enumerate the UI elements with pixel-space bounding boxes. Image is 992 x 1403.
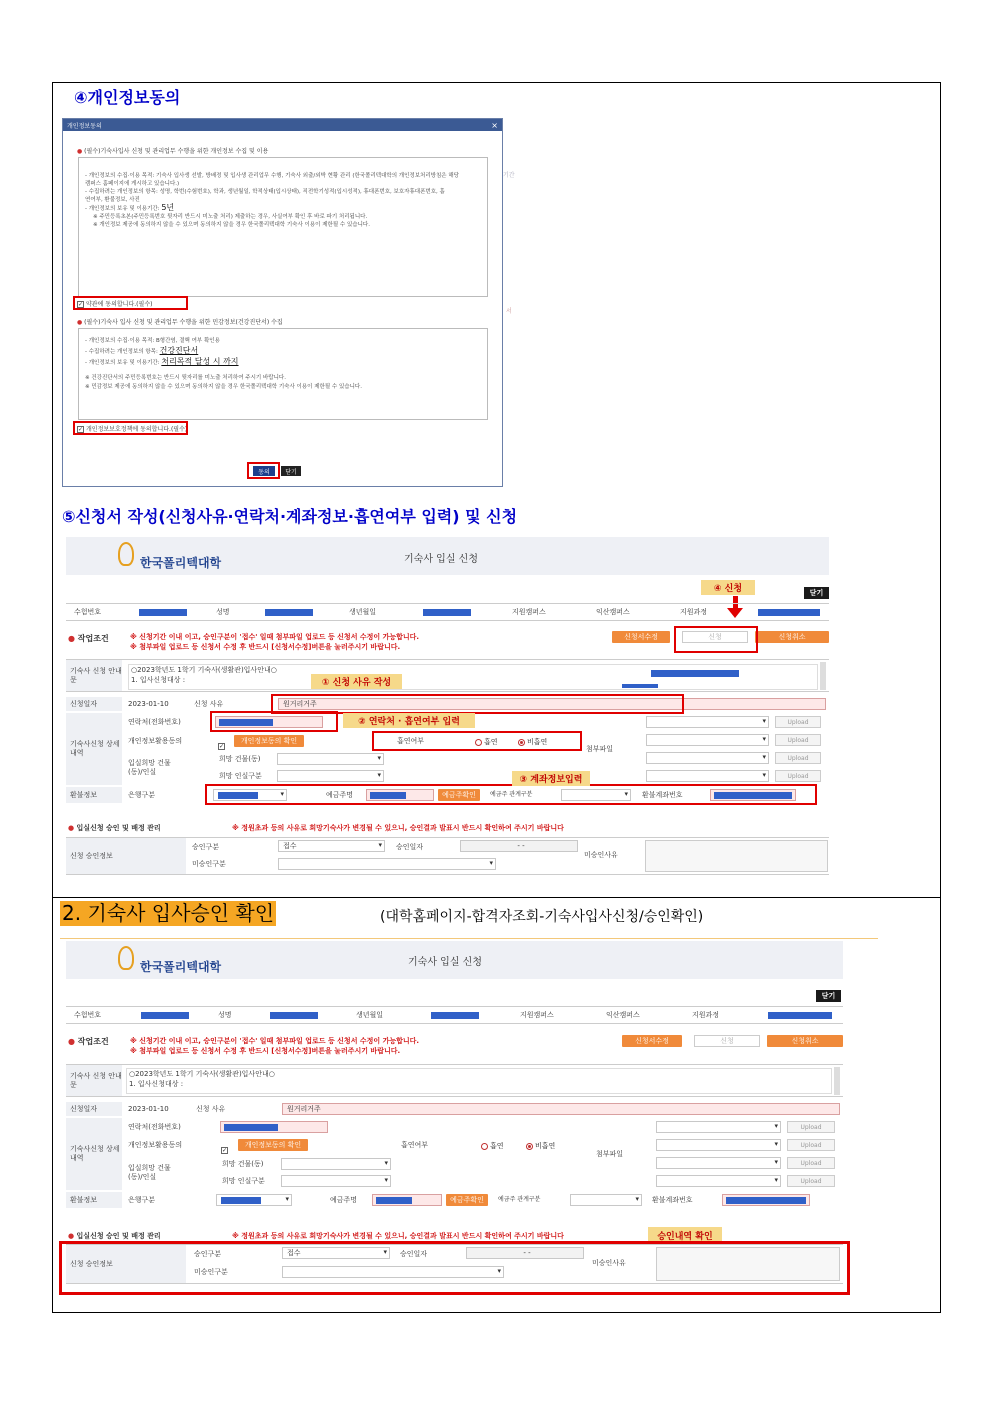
upload-button[interactable]: Upload — [787, 1121, 835, 1133]
redacted — [141, 1012, 189, 1019]
wish-bldg-label: 희망 건물(동) — [222, 1160, 264, 1168]
agree1-checkbox[interactable]: ✓ 약관에 동의합니다.(필수) — [78, 301, 153, 308]
wish-label: 입실희망 건물(동)/인실 — [128, 759, 171, 776]
holder-confirm-button[interactable]: 예금주확인 — [446, 1194, 488, 1206]
wish-bldg-select[interactable] — [281, 1158, 391, 1170]
info-label: 수험번호 — [74, 1011, 102, 1019]
approval-notice: ※ 정원초과 등의 사유로 희망기숙사가 변경될 수 있으니, 승인결과 발표시 반드시 확인하여 주시기 바랍니다 — [232, 1232, 564, 1240]
wish-room-label: 희망 인실구분 — [222, 1177, 265, 1185]
smoke-yes-radio[interactable]: 흡연 — [475, 737, 498, 747]
dialog-section2-title: ● (필수)기숙사 입사 신청 및 관리업무 수행을 위한 민감정보(건강진단서) 수집 — [77, 319, 283, 326]
reason-input[interactable]: 원거리거주 — [282, 1103, 840, 1115]
contact-label: 연락처(전화번호) — [128, 1123, 181, 1131]
dialog-agree-button[interactable]: 동의 — [253, 466, 275, 476]
section4-title: ④개인정보동의 — [74, 88, 181, 107]
form1-close-button[interactable]: 닫기 — [804, 587, 829, 599]
notice-line: ※ 첨부파일 업로드 등 신청서 수정 후 반드시 [신청서수정]버튼을 눌러주시기 바랍니다. — [130, 1047, 401, 1055]
highlight-approval — [59, 1241, 850, 1295]
notice-line: ※ 신청기간 이내 이고, 승인구분이 '접수' 일때 첨부파일 업로드 등 신청서 수정이 가능합니다. — [130, 633, 420, 641]
approval-date-label: 승인일자 — [396, 843, 424, 851]
attach-label: 첨부파일 — [586, 745, 614, 753]
approval-label: 신청 승인정보 — [66, 838, 186, 874]
wish-bldg-label: 희망 건물(동) — [219, 755, 261, 763]
redacted — [270, 1012, 318, 1019]
dialog-titlebar — [63, 119, 502, 131]
relation-select[interactable] — [570, 1194, 642, 1206]
relation-label: 예금주 관계구분 — [490, 791, 533, 798]
checkbox-icon: ✓ — [78, 301, 84, 308]
relation-label: 예금주 관계구분 — [498, 1196, 541, 1203]
privacy-label: 개인정보활용동의 — [128, 1141, 183, 1149]
edit-application-button[interactable]: 신청서수정 — [622, 1035, 682, 1047]
dialog-section1-title: ● (필수)기숙사입사 신청 및 관리업무 수행을 위한 개인정보 수집 및 이용 — [77, 148, 269, 155]
checkbox-icon: ✓ — [219, 743, 225, 750]
guide-label: 기숙사 신청 안내문 — [66, 660, 122, 691]
smoke-yes-radio[interactable]: 흡연 — [481, 1141, 504, 1151]
dialog-title: 개인정보동의 — [67, 122, 102, 130]
s1-note: ※ 주민등록초본(주민등록번호 뒷자리 반드시 미노출 처리) 제출하는 경우, 사실여부 확인 후 바로 파기 처리됩니다. — [93, 214, 368, 220]
callout-apply: ④ 신청 — [701, 580, 755, 595]
checkbox-icon: ✓ — [78, 426, 84, 433]
wish-room-label: 희망 인실구분 — [219, 772, 262, 780]
approval-title: ● 입실신청 승인 및 배정 관리 — [68, 824, 161, 832]
wish-bldg-select[interactable] — [277, 753, 384, 765]
smoke-label: 흡연여부 — [401, 1141, 429, 1149]
s1-note: ※ 개인정보 제공에 동의하지 않을 수 있으며 동의하지 않을 경우 한국폴리텍대학 기숙사 이용이 제한될 수 있습니다. — [93, 222, 370, 228]
attach-select[interactable] — [646, 716, 769, 728]
approval-date-value: - - — [466, 1247, 584, 1259]
approval-title: ● 입실신청 승인 및 배정 관리 — [68, 1232, 161, 1240]
attach-select[interactable] — [656, 1121, 781, 1133]
highlight-agree2 — [73, 421, 188, 435]
section2-path: (대학홈페이지-합격자조회-기숙사입사신청/승인확인) — [380, 909, 704, 925]
dialog-section2-box — [78, 328, 488, 420]
redacted — [265, 609, 313, 616]
unapproved-reason-label: 미승인사유 — [584, 851, 618, 859]
privacy-label: 개인정보활용동의 — [128, 737, 183, 745]
dialog-side-text: 서 — [506, 308, 512, 315]
redacted — [224, 1124, 278, 1131]
s1-line: 연여부, 환불정보, 사진 — [85, 197, 140, 203]
logo-text: 한국폴리텍대학 — [140, 960, 222, 974]
logo-text: 한국폴리텍대학 — [140, 556, 222, 570]
contact-label: 연락처(전화번호) — [128, 718, 181, 726]
info-label: 생년월일 — [349, 608, 377, 616]
form2-close-button[interactable]: 닫기 — [816, 990, 841, 1002]
cancel-application-button[interactable]: 신청취소 — [755, 631, 829, 643]
attach-label: 첨부파일 — [596, 1150, 624, 1158]
refund-label: 환불정보 — [66, 1192, 122, 1208]
s1-line: - 개인정보의 수집·이용 목적: 기숙사 입사생 선발, 방배정 및 입사생 관리업무 수행, 기숙사 외출/외박 현황 관리 (한국폴리텍대학의 개인정보처리방침은 해당 — [85, 173, 459, 179]
info-label: 성명 — [216, 608, 230, 616]
approval-type-label: 승인구분 — [192, 843, 220, 851]
wish-room-select[interactable] — [277, 770, 384, 782]
redacted — [423, 609, 471, 616]
upload-button[interactable]: Upload — [775, 734, 821, 746]
attach-select[interactable] — [646, 734, 769, 746]
s1-period: - 개인정보의 보유 및 이용기간: 5년 — [85, 203, 175, 212]
upload-button[interactable]: Upload — [775, 716, 821, 728]
info-label: 수험번호 — [74, 608, 102, 616]
guide-text: ○2023학년도 1학기 기숙사(생활관)입사안내○ 1. 입사신청대상 : — [126, 1068, 832, 1094]
info-label: 지원과정 — [692, 1011, 720, 1019]
callout-account: ③ 계좌정보입력 — [512, 771, 590, 786]
redacted — [376, 1197, 412, 1204]
info-value: 익산캠퍼스 — [596, 608, 630, 616]
redacted — [651, 670, 739, 677]
highlight-contact — [210, 711, 338, 732]
smoke-no-radio[interactable]: 비흡연 — [518, 737, 547, 747]
highlight-agree1 — [73, 296, 188, 310]
attach-select[interactable] — [656, 1139, 781, 1151]
redacted — [221, 1197, 261, 1204]
close-icon[interactable]: × — [491, 120, 498, 130]
attach-select[interactable] — [646, 752, 769, 764]
redacted — [726, 1197, 806, 1204]
highlight-agree-button — [247, 462, 280, 479]
reason-label: 신청 사유 — [196, 1105, 226, 1113]
unapproved-reason-box — [645, 840, 828, 872]
callout-approval: 승인내역 확인 — [648, 1227, 722, 1243]
holder-confirm-button[interactable]: 예금주확인 — [438, 789, 480, 801]
dialog-side-text: 기간 — [503, 172, 515, 179]
info-label: 지원캠퍼스 — [512, 608, 546, 616]
approval-label: 신청 승인정보 — [66, 1245, 186, 1283]
smoke-label: 흡연여부 — [397, 737, 425, 745]
approval-date-label: 승인일자 — [400, 1250, 428, 1258]
s2-note: ※ 건강진단서의 주민등록번호는 반드시 뒷자리를 미노출 처리하여 주시기 바랍니다. — [85, 375, 286, 381]
dialog-close-button[interactable]: 닫기 — [281, 466, 301, 476]
cond-label: ● 작업조건 — [68, 634, 109, 643]
scrollbar[interactable] — [834, 1067, 840, 1095]
attach-select[interactable] — [656, 1175, 781, 1187]
cond-label: ● 작업조건 — [68, 1037, 109, 1046]
highlight-apply — [674, 626, 758, 653]
dialog-section1-box — [78, 157, 488, 297]
upload-button[interactable]: Upload — [775, 770, 821, 782]
redacted — [431, 1012, 479, 1019]
callout-reason: ① 신청 사유 작성 — [311, 674, 402, 689]
callout-contact: ② 연락처 · 흡연여부 입력 — [343, 713, 475, 728]
info-value: 익산캠퍼스 — [606, 1011, 640, 1019]
s1-line: - 수집하려는 개인정보의 항목: 성명, 학번(수험번호), 학과, 생년월일, 학적상태(입시상태), 직전학기성적(입시성적), 휴대폰번호, 보호자휴대폰번호, 흡 — [85, 189, 445, 195]
attach-select[interactable] — [646, 770, 769, 782]
unapproved-type-label: 미승인구분 — [194, 1268, 228, 1276]
highlight-smoke — [372, 731, 582, 751]
s1-line: 캠퍼스 홈페이지에 게시하고 있습니다.) — [85, 181, 180, 187]
form1-title: 기숙사 입실 신청 — [404, 554, 478, 565]
redacted — [622, 684, 658, 688]
unapproved-type-select — [278, 858, 496, 870]
info-label: 성명 — [218, 1011, 232, 1019]
upload-button[interactable]: Upload — [775, 752, 821, 764]
upload-button[interactable]: Upload — [787, 1139, 835, 1151]
scrollbar[interactable] — [820, 662, 826, 690]
holder-label: 예금주명 — [330, 1196, 358, 1204]
refund-label: 환불정보 — [66, 787, 122, 803]
smoke-no-radio[interactable]: 비흡연 — [526, 1141, 555, 1151]
radio-icon — [526, 1143, 533, 1150]
s2-line: - 수집하려는 개인정보의 항목: 건강진단서 — [85, 346, 199, 355]
logo-icon — [118, 542, 134, 566]
notice-line: ※ 신청기간 이내 이고, 승인구분이 '접수' 일때 첨부파일 업로드 등 신청서 수정이 가능합니다. — [130, 1037, 420, 1045]
checkbox-icon: ✓ — [222, 1147, 228, 1154]
agree2-checkbox[interactable]: ✓ 개인정보보호정책에 동의합니다.(필수) — [78, 426, 188, 433]
detail-label: 기숙사신청 상세내역 — [66, 713, 122, 785]
edit-application-button[interactable]: 신청서수정 — [612, 631, 670, 643]
date-value: 2023-01-10 — [128, 700, 169, 708]
date-label: 신청일자 — [66, 697, 122, 711]
privacy-confirm-button[interactable]: 개인정보동의 확인 — [238, 1139, 308, 1151]
info-label: 지원과정 — [680, 608, 708, 616]
reason-input[interactable]: 원거리거주 — [278, 698, 826, 710]
guide-text: ○2023학년도 1학기 기숙사(생활관)입사안내○ 1. 입사신청대상 : — [128, 664, 818, 690]
redacted — [139, 609, 187, 616]
redacted — [758, 609, 820, 616]
section2-number: 2. 기숙사 입사승인 확인 — [62, 901, 275, 925]
reason-label: 신청 사유 — [194, 700, 224, 708]
approval-type-select: 접수 ▾ — [282, 1247, 390, 1259]
form2-title: 기숙사 입실 신청 — [408, 957, 482, 968]
upload-button[interactable]: Upload — [787, 1175, 835, 1187]
divider — [60, 938, 878, 939]
cancel-application-button[interactable]: 신청취소 — [767, 1035, 843, 1047]
date-label: 신청일자 — [66, 1102, 122, 1116]
info-label: 지원캠퍼스 — [520, 1011, 554, 1019]
attach-select[interactable] — [656, 1157, 781, 1169]
s2-line: - 개인정보의 수집·이용 목적: B형간염, 결핵 여부 확인용 — [85, 338, 220, 344]
upload-button[interactable]: Upload — [787, 1157, 835, 1169]
holder-label: 예금주명 — [326, 791, 354, 799]
s2-line: - 개인정보의 보유 및 이용기간: 처리목적 달성 시 까지 — [85, 357, 239, 366]
notice-line: ※ 첨부파일 업로드 등 신청서 수정 후 반드시 [신청서수정]버튼을 눌러주시기 바랍니다. — [130, 643, 401, 651]
bank-label: 은행구분 — [128, 791, 156, 799]
apply-button[interactable]: 신청 — [682, 631, 748, 643]
guide-label: 기숙사 신청 안내문 — [66, 1065, 122, 1096]
approval-type-select: 접수 ▾ — [278, 840, 385, 852]
radio-icon — [481, 1143, 488, 1150]
info-label: 생년월일 — [356, 1011, 384, 1019]
highlight-refund — [205, 784, 817, 805]
detail-label: 기숙사신청 상세내역 — [66, 1118, 122, 1190]
approval-notice: ※ 정원초과 등의 사유로 희망기숙사가 변경될 수 있으니, 승인결과 발표시 반드시 확인하여 주시기 바랍니다 — [232, 824, 564, 832]
s2-note: ※ 민감정보 제공에 동의하지 않을 수 있으며 동의하지 않을 경우 한국폴리텍대학 기숙사 이용이 제한될 수 있습니다. — [85, 384, 362, 390]
approval-date-value: - - — [460, 840, 578, 852]
date-value: 2023-01-10 — [128, 1105, 169, 1113]
account-label: 환불계좌번호 — [642, 791, 683, 799]
section5-title: ⑤신청서 작성(신청사유·연락처·계좌정보·흡연여부 입력) 및 신청 — [62, 507, 518, 526]
privacy-confirm-button[interactable]: 개인정보동의 확인 — [234, 735, 304, 747]
wish-label: 입실희망 건물(동)/인실 — [128, 1164, 171, 1181]
logo-icon — [118, 946, 134, 970]
apply-button[interactable]: 신청 — [694, 1035, 760, 1047]
bank-label: 은행구분 — [128, 1196, 156, 1204]
account-label: 환불계좌번호 — [652, 1196, 693, 1204]
unapproved-reason-label: 미승인사유 — [592, 1259, 626, 1267]
wish-room-select[interactable] — [281, 1175, 391, 1187]
unapproved-type-label: 미승인구분 — [192, 860, 226, 868]
approval-type-label: 승인구분 — [194, 1250, 222, 1258]
redacted — [768, 1012, 832, 1019]
